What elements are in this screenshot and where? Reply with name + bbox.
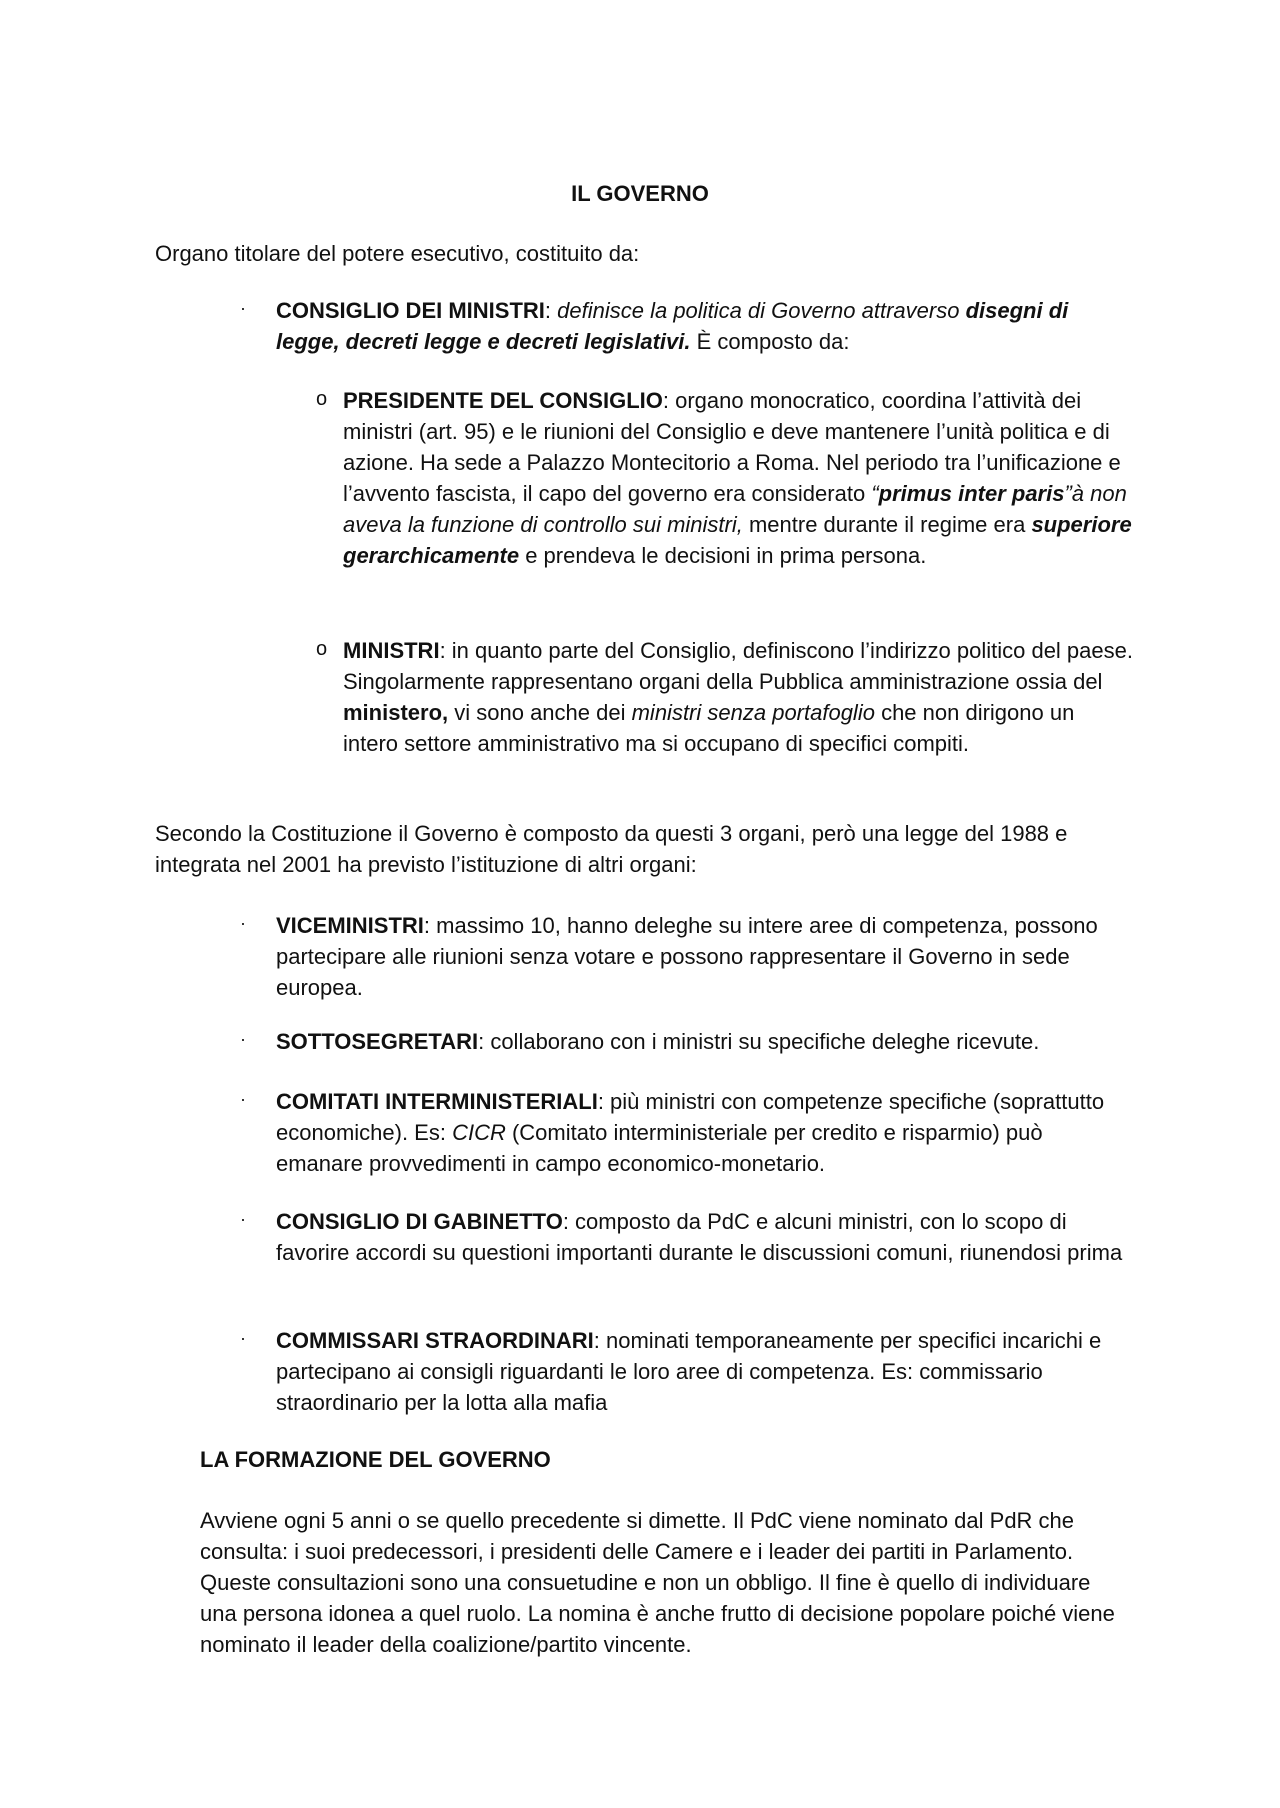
bullet-dot: · bbox=[240, 1209, 246, 1229]
organ-tail: (Comitato interministeriale per credito e risparmio) può emanare provvedimenti in campo economico-monetario. bbox=[276, 1120, 1043, 1176]
consiglio-tail: È composto da: bbox=[690, 329, 850, 354]
organ-label: VICEMINISTRI bbox=[276, 913, 424, 938]
list-item-presidente bbox=[343, 385, 1133, 571]
presidente-label: PRESIDENTE DEL CONSIGLIO bbox=[343, 388, 663, 413]
secondo-paragraph: Secondo la Costituzione il Governo è composto da questi 3 organi, però una legge del 1988 e integrata nel 2001 ha previsto l’istituzione di altri organi: bbox=[155, 821, 1068, 877]
organ-italic: CICR bbox=[452, 1120, 506, 1145]
presidente-text2: mentre durante il regime era bbox=[742, 512, 1032, 537]
ministri-italic: ministri senza portafoglio bbox=[631, 700, 875, 725]
ministri-bold: ministero, bbox=[343, 700, 449, 725]
consiglio-label: CONSIGLIO DEI MINISTRI bbox=[276, 298, 545, 323]
ministri-text1: : in quanto parte del Consiglio, definiscono l’indirizzo politico del paese. Singolarmente rappresentano organi della Pubblica amministrazione ossia del bbox=[343, 638, 1133, 694]
list-item-consiglio bbox=[276, 295, 1126, 357]
list-item-comitati bbox=[276, 1086, 1116, 1179]
bullet-dot: · bbox=[240, 1089, 246, 1109]
ministri-label: MINISTRI bbox=[343, 638, 440, 663]
presidente-text1: : organo monocratico, coordina l’attività dei ministri (art. 95) e le riunioni del Consiglio e deve mantenere l’unità politica e di azione. Ha sede a Palazzo Montecitorio a Roma. Nel periodo tra l’unificazione e l’avvento fascista, il capo del governo era considerato bbox=[343, 388, 1121, 506]
section-heading-formazione: LA FORMAZIONE DEL GOVERNO bbox=[200, 1447, 551, 1472]
list-item-commissari bbox=[276, 1325, 1126, 1418]
consiglio-bold-italic: disegni di legge, decreti legge e decreti legislativi. bbox=[276, 298, 1069, 354]
list-item-gabinetto bbox=[276, 1206, 1146, 1268]
sub-bullet: o bbox=[316, 638, 328, 660]
formazione-paragraph: Avviene ogni 5 anni o se quello precedente si dimette. Il PdC viene nominato dal PdR che consulta: i suoi predecessori, i presidenti delle Camere e i leader dei partiti in Parlamento. Queste consultazioni sono una consuetudine e non un obbligo. Il fine è quello di individuare una persona idonea a quel ruolo. La nomina è anche frutto di decisione popolare poiché viene nominato il leader della coalizione/partito vincente. bbox=[200, 1508, 1115, 1657]
colon: : bbox=[544, 298, 558, 323]
organ-label: CONSIGLIO DI GABINETTO bbox=[276, 1209, 563, 1234]
organ-text: : nominati temporaneamente per specifici incarichi e partecipano ai consigli riguardanti le loro aree di competenza. Es: commissario straordinario per la lotta alla mafia bbox=[276, 1328, 1102, 1415]
organ-text: : collaborano con i ministri su specifiche deleghe ricevute. bbox=[478, 1029, 1040, 1054]
presidente-text3: e prendeva le decisioni in prima persona. bbox=[519, 543, 927, 568]
page-title: IL GOVERNO bbox=[571, 181, 709, 206]
intro-paragraph: Organo titolare del potere esecutivo, costituito da: bbox=[155, 241, 640, 266]
organ-label: SOTTOSEGRETARI bbox=[276, 1029, 479, 1054]
organ-label: COMMISSARI STRAORDINARI bbox=[276, 1328, 594, 1353]
organ-text: : massimo 10, hanno deleghe su intere aree di competenza, possono partecipare alle riunioni senza votare e possono rappresentare il Governo in sede europea. bbox=[276, 913, 1098, 1000]
ministri-text3: che non dirigono un intero settore amministrativo ma si occupano di specifici compiti. bbox=[343, 700, 1075, 756]
list-item-ministri bbox=[343, 635, 1133, 759]
organ-text: : più ministri con competenze specifiche (soprattutto economiche). Es: bbox=[276, 1089, 1105, 1145]
bullet-dot: · bbox=[240, 1029, 246, 1049]
organ-text: : composto da PdC e alcuni ministri, con lo scopo di favorire accordi su questioni importanti durante le discussioni comuni, riunendosi prima bbox=[276, 1209, 1123, 1265]
ministri-text2: vi sono anche dei bbox=[448, 700, 632, 725]
consiglio-italic: definisce la politica di Governo attraverso bbox=[557, 298, 966, 323]
bullet-dot: · bbox=[240, 298, 246, 318]
presidente-quote: “ bbox=[871, 481, 879, 506]
bullet-dot: · bbox=[240, 1328, 246, 1348]
list-item-viceministri bbox=[276, 910, 1106, 1003]
sub-bullet: o bbox=[316, 388, 328, 410]
list-item-sottosegretari bbox=[276, 1026, 1156, 1057]
presidente-italic1: ”à non aveva la funzione di controllo sui ministri, bbox=[343, 481, 1127, 537]
presidente-superiore: superiore gerarchicamente bbox=[343, 512, 1132, 568]
bullet-dot: · bbox=[240, 913, 246, 933]
presidente-primus: primus inter paris bbox=[878, 481, 1065, 506]
organ-label: COMITATI INTERMINISTERIALI bbox=[276, 1089, 598, 1114]
